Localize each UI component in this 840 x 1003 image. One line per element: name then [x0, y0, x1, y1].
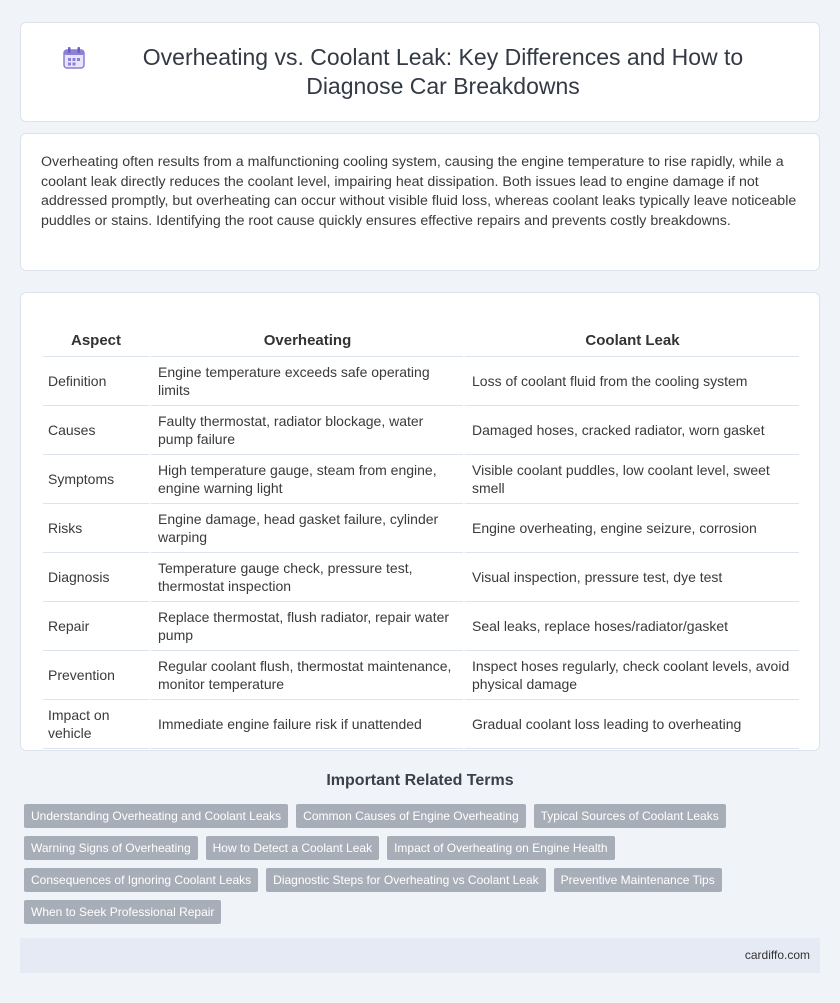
- table-row: [43, 357, 799, 406]
- header-overheating: Overheating: [149, 313, 463, 357]
- header-aspect: Aspect: [43, 313, 149, 357]
- row-coolant-leak: Damaged hoses, cracked radiator, worn gasket: [463, 406, 799, 455]
- footer-site-name[interactable]: cardiffo.com: [744, 948, 810, 962]
- header-card: [20, 22, 820, 122]
- row-aspect: Definition: [43, 357, 149, 406]
- row-coolant-leak: Visible coolant puddles, low coolant level, sweet smell: [463, 455, 799, 504]
- row-coolant-leak: Gradual coolant loss leading to overheating: [463, 700, 799, 749]
- row-coolant-leak: Engine overheating, engine seizure, corrosion: [463, 504, 799, 553]
- related-term-tag[interactable]: Impact of Overheating on Engine Health: [387, 836, 614, 860]
- related-term-tag[interactable]: How to Detect a Coolant Leak: [206, 836, 379, 860]
- table-header-row: [43, 313, 799, 357]
- row-aspect: Diagnosis: [43, 553, 149, 602]
- row-aspect: Risks: [43, 504, 149, 553]
- related-term-tag[interactable]: Typical Sources of Coolant Leaks: [534, 804, 726, 828]
- page-title: Overheating vs. Coolant Leak: Key Differences and How to Diagnose Car Breakdowns: [142, 44, 744, 99]
- row-coolant-leak: Seal leaks, replace hoses/radiator/gasket: [463, 602, 799, 651]
- row-coolant-leak: Inspect hoses regularly, check coolant levels, avoid physical damage: [463, 651, 799, 700]
- row-aspect: Symptoms: [43, 455, 149, 504]
- row-coolant-leak: Visual inspection, pressure test, dye test: [463, 553, 799, 602]
- row-aspect: Prevention: [43, 651, 149, 700]
- row-overheating: High temperature gauge, steam from engine, engine warning light: [149, 455, 463, 504]
- header: [21, 23, 819, 121]
- table-row: [43, 455, 799, 504]
- row-overheating: Regular coolant flush, thermostat maintenance, monitor temperature: [149, 651, 463, 700]
- table-row: [43, 504, 799, 553]
- related-term-tag[interactable]: Diagnostic Steps for Overheating vs Coolant Leak: [266, 868, 545, 892]
- row-aspect: Impact on vehicle: [43, 700, 149, 749]
- related-term-tag[interactable]: Preventive Maintenance Tips: [554, 868, 722, 892]
- intro-paragraph: Overheating often results from a malfunctioning cooling system, causing the engine temperature to rise rapidly, while a coolant leak directly reduces the coolant level, impairing heat dissipation. Both issues lead to engine damage if not addressed promptly, but overheating can occur without visible fluid loss, whereas coolant leaks typically leave noticeable puddles or stains. Identifying the root cause quickly ensures effective repairs and prevents costly breakdowns.: [41, 154, 797, 229]
- row-overheating: Replace thermostat, flush radiator, repair water pump: [149, 602, 463, 651]
- related-terms-title: Important Related Terms: [326, 772, 514, 789]
- intro-card: [20, 133, 820, 271]
- comparison-table: [43, 313, 799, 749]
- row-overheating: Engine damage, head gasket failure, cylinder warping: [149, 504, 463, 553]
- row-overheating: Engine temperature exceeds safe operating limits: [149, 357, 463, 406]
- related-term-tag[interactable]: Understanding Overheating and Coolant Leaks: [24, 804, 288, 828]
- table-row: [43, 553, 799, 602]
- row-aspect: Causes: [43, 406, 149, 455]
- header-coolant-leak: Coolant Leak: [463, 313, 799, 357]
- table-row: [43, 406, 799, 455]
- row-overheating: Temperature gauge check, pressure test, thermostat inspection: [149, 553, 463, 602]
- table-row: [43, 700, 799, 749]
- row-overheating: Faulty thermostat, radiator blockage, water pump failure: [149, 406, 463, 455]
- comparison-table-card: [20, 292, 820, 751]
- row-aspect: Repair: [43, 602, 149, 651]
- related-term-tag[interactable]: When to Seek Professional Repair: [24, 900, 221, 924]
- table-row: [43, 602, 799, 651]
- related-terms-list: [24, 804, 820, 932]
- related-term-tag[interactable]: Warning Signs of Overheating: [24, 836, 198, 860]
- footer: [20, 938, 820, 973]
- row-overheating: Immediate engine failure risk if unattended: [149, 700, 463, 749]
- related-term-tag[interactable]: Consequences of Ignoring Coolant Leaks: [24, 868, 258, 892]
- table-row: [43, 651, 799, 700]
- calendar-icon: [61, 45, 87, 71]
- row-coolant-leak: Loss of coolant fluid from the cooling system: [463, 357, 799, 406]
- related-term-tag[interactable]: Common Causes of Engine Overheating: [296, 804, 525, 828]
